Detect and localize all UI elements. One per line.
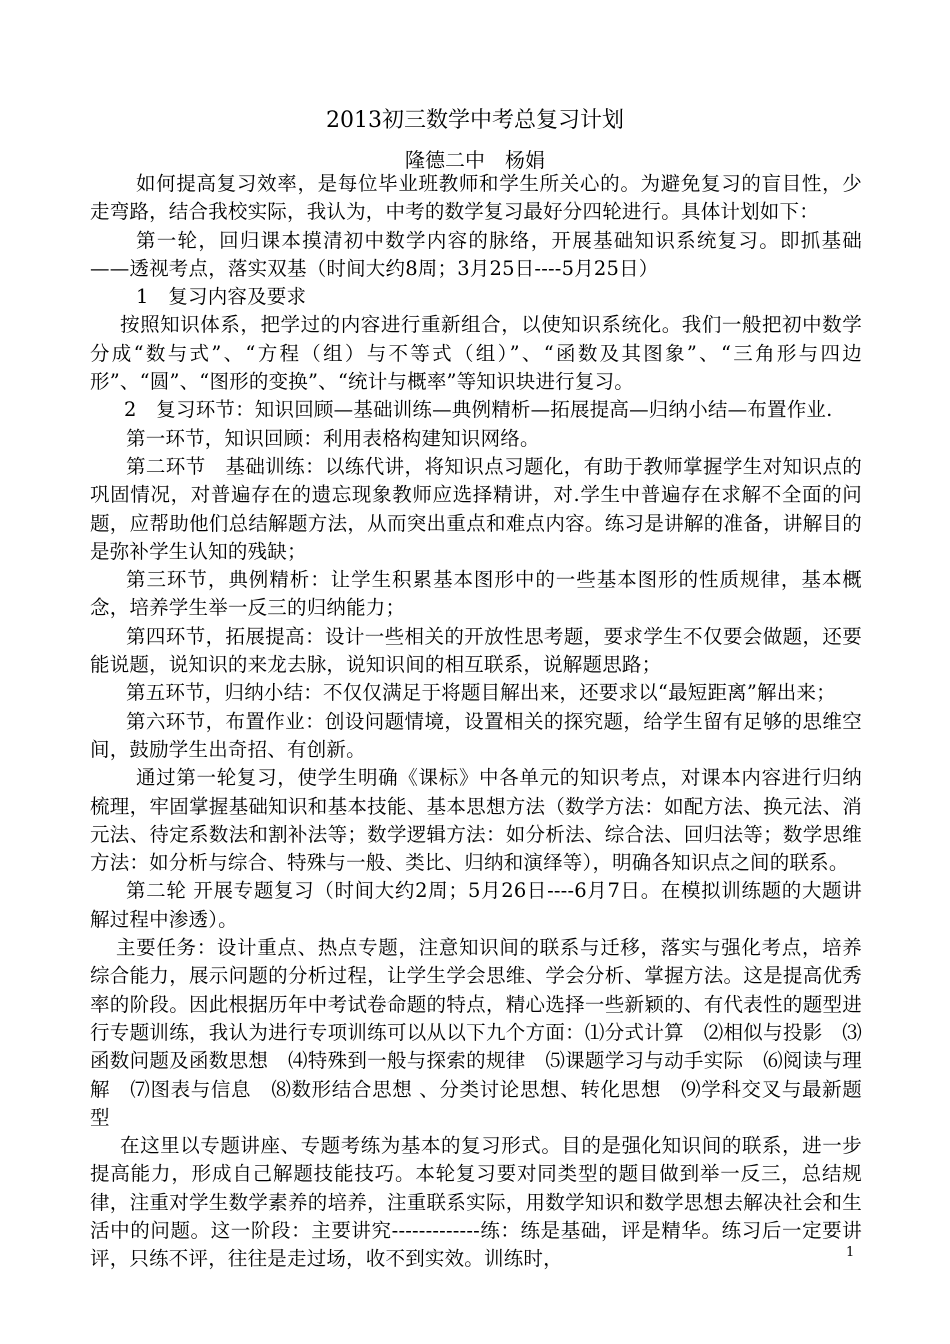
paragraph-content-requirements: 按照知识体系，把学过的内容进行重新组合，以使知识系统化。我们一般把初中数学分成“数与式”、“方程（组）与不等式（组）”、“函数及其图象”、“三角形与四边形”、“圆”、“图形的变换”、“统计与概率”等知识块进行复习。 xyxy=(90,313,862,394)
document-author: 隆德二中 杨娟 xyxy=(405,148,545,172)
paragraph-step-5: 第五环节，归纳小结：不仅仅满足于将题目解出来，还要求以“最短距离”解出来； xyxy=(126,681,836,705)
paragraph-section-1-heading: 1 复习内容及要求 xyxy=(136,285,307,309)
paragraph-round-one: 第一轮，回归课本摸清初中数学内容的脉络，开展基础知识系统复习。即抓基础——透视考点，落实双基（时间大约8周；3月25日----5月25日） xyxy=(90,228,862,280)
paragraph-round-one-summary: 通过第一轮复习，使学生明确《课标》中各单元的知识考点，对课本内容进行归纳梳理，牢固掌握基础知识和基本技能、基本思想方法（数学方法：如配方法、换元法、消元法、待定系数法和割补法等；数学逻辑方法：如分析法、综合法、回归法等；数学思维方法：如分析与综合、特殊与一般、类比、归纳和演绎等），明确各知识点之间的联系。 xyxy=(90,766,862,875)
paragraph-step-4: 第四环节，拓展提高：设计一些相关的开放性思考题，要求学生不仅要会做题，还要能说题，说知识的来龙去脉，说知识间的相互联系，说解题思路； xyxy=(90,624,862,677)
document-title: 2013初三数学中考总复习计划 xyxy=(326,108,624,133)
paragraph-step-1: 第一环节，知识回顾：利用表格构建知识网络。 xyxy=(126,426,540,450)
document-body xyxy=(90,170,862,1274)
page-number: 1 xyxy=(846,1245,855,1260)
paragraph-main-tasks: 主要任务：设计重点、热点专题，注意知识间的联系与迁移，落实与强化考点，培养综合能力，展示问题的分析过程，让学生学会思维、学会分析、掌握方法。这是提高优秀率的阶段。因此根据历年中考试卷命题的特点，精心选择一些新颖的、有代表性的题型进行专题训练，我认为进行专项训练可以从以下九个方面：⑴分式计算 ⑵相似与投影 ⑶函数问题及函数思想 ⑷特殊到一般与探索的规律 ⑸课题学习与动手实际 ⑹阅读与理解 ⑺图表与信息 ⑻数形结合思想 、分类讨论思想、转化思想 ⑼学科交叉与最新题型 xyxy=(90,936,862,1129)
paragraph-step-3: 第三环节，典例精析：让学生积累基本图形中的一些基本图形的性质规律，基本概念，培养学生举一反三的归纳能力； xyxy=(90,568,862,620)
paragraph-round-two: 第二轮 开展专题复习（时间大约2周；5月26日----6月7日。在模拟训练题的大题讲解过程中渗透）。 xyxy=(90,879,862,931)
paragraph-step-6: 第六环节，布置作业：创设问题情境，设置相关的探究题，给学生留有足够的思维空间，鼓励学生出奇招、有创新。 xyxy=(90,709,862,761)
paragraph-step-2: 第二环节 基础训练：以练代讲，将知识点习题化，有助于教师掌握学生对知识点的巩固情况，对普遍存在的遗忘现象教师应选择精讲，对.学生中普遍存在求解不全面的问题，应帮助他们总结解题方法，从而突出重点和难点内容。练习是讲解的准备，讲解目的是弥补学生认知的残缺； xyxy=(90,454,862,563)
paragraph-intro: 如何提高复习效率，是每位毕业班教师和学生所关心的。为避免复习的盲目性，少走弯路，结合我校实际，我认为，中考的数学复习最好分四轮进行。具体计划如下： xyxy=(90,172,862,224)
paragraph-section-2-steps: 2 复习环节：知识回顾—基础训练—典例精析—拓展提高—归纳小结—布置作业. xyxy=(124,398,833,422)
paragraph-format: 在这里以专题讲座、专题考练为基本的复习形式。目的是强化知识间的联系，进一步提高能力，形成自己解题技能技巧。本轮复习要对同类型的题目做到举一反三，总结规律，注重对学生数学素养的培养，注重联系实际，用数学知识和数学思想去解决社会和生活中的问题。这一阶段：主要讲究-------------练：练是基础，评是精华。练习后一定要讲评，只练不评，往往是走过场，收不到实效。训练时， xyxy=(90,1134,862,1271)
